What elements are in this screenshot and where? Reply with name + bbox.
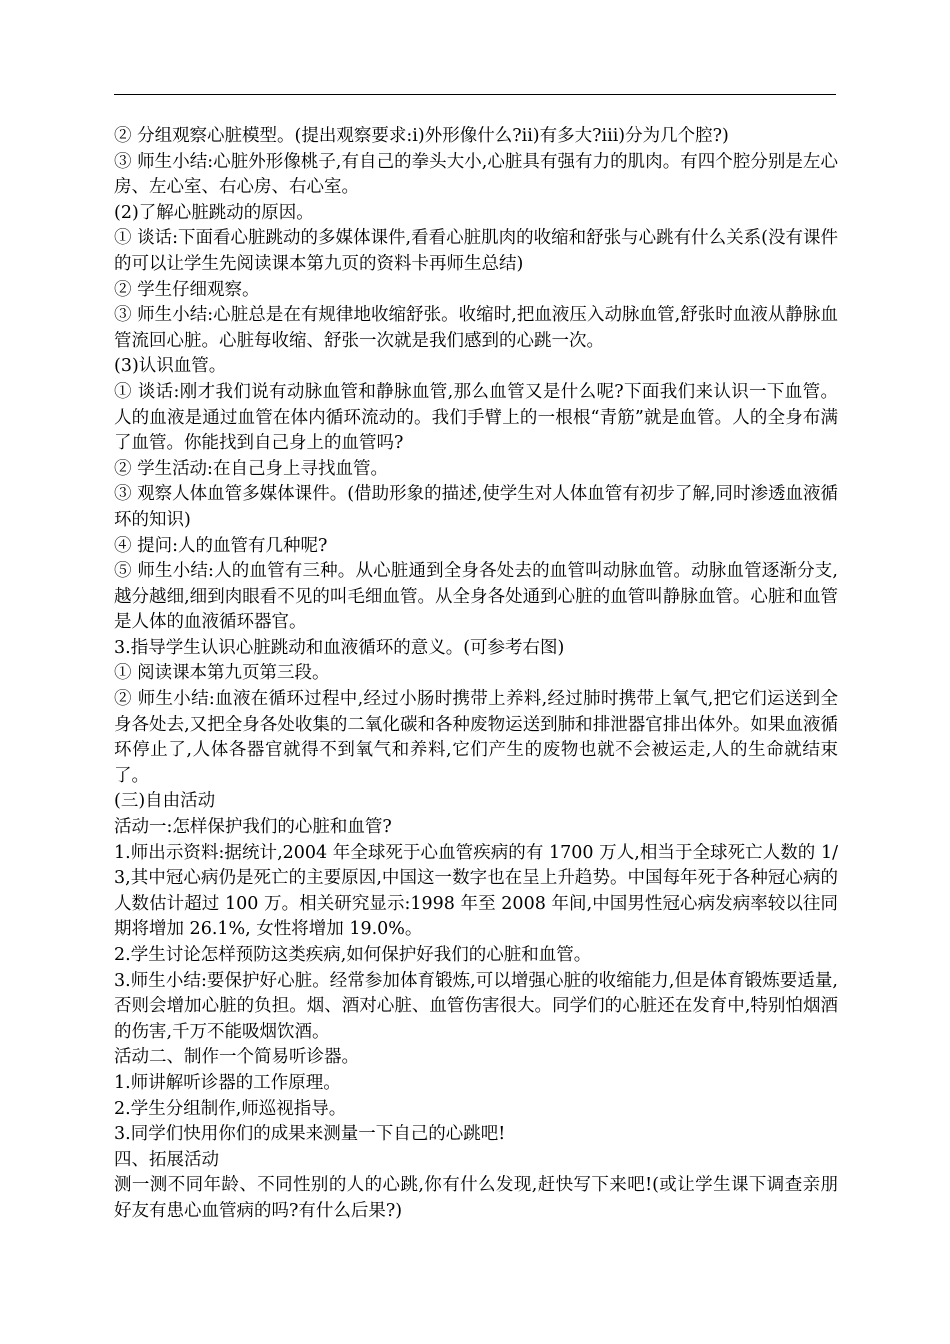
paragraph: ⑤ 师生小结:人的血管有三种。从心脏通到全身各处去的血管叫动脉血管。动脉血管逐渐分支,越分越细,细到肉眼看不见的叫毛细血管。从全身各处通到心脏的血管叫静脉血管。心脏和血管是人体的血液循环器官。 — [114, 561, 838, 633]
paragraph: (三)自由活动 — [114, 791, 216, 812]
paragraph: 2.学生讨论怎样预防这类疾病,如何保护好我们的心脏和血管。 — [114, 945, 592, 965]
paragraph: ② 学生仔细观察。 — [114, 279, 260, 300]
paragraph: 3.师生小结:要保护好心脏。经常参加体育锻炼,可以增强心脏的收缩能力,但是体育锻炼要适量,否则会增加心脏的负担。烟、酒对心脏、血管伤害很大。同学们的心脏还在发育中,特别怕烟酒的伤害,千万不能吸烟饮酒。 — [114, 970, 838, 1042]
paragraph: ① 阅读课本第九页第三段。 — [114, 663, 330, 684]
paragraph: ① 谈话:下面看心脏跳动的多媒体课件,看看心脏肌肉的收缩和舒张与心跳有什么关系(没有课件的可以让学生先阅读课本第九页的资料卡再师生总结) — [114, 228, 838, 274]
header-rule — [114, 94, 836, 95]
paragraph: ② 分组观察心脏模型。(提出观察要求:i)外形像什么?ii)有多大?iii)分为几个腔?) — [114, 126, 729, 146]
paragraph: ② 师生小结:血液在循环过程中,经过小肠时携带上养料,经过肺时携带上氧气,把它们运送到全身各处去,又把全身各处收集的二氧化碳和各种废物运送到肺和排泄器官排出体外。如果血液循环停止了,人体各器官就得不到氧气和养料,它们产生的废物也就不会被运走,人的生命就结束了。 — [114, 689, 838, 786]
paragraph: ④ 提问:人的血管有几种呢? — [114, 535, 328, 556]
paragraph: (3)认识血管。 — [114, 356, 227, 377]
paragraph: 测一测不同年龄、不同性别的人的心跳,你有什么发现,赶快写下来吧!(或让学生课下调查亲朋好友有患心血管病的吗?有什么后果?) — [114, 1175, 838, 1221]
paragraph: 四、拓展活动 — [114, 1149, 219, 1170]
paragraph: ③ 师生小结:心脏总是在有规律地收缩舒张。收缩时,把血液压入动脉血管,舒张时血液从静脉血管流回心脏。心脏每收缩、舒张一次就是我们感到的心跳一次。 — [114, 305, 838, 351]
paragraph: ③ 观察人体血管多媒体课件。(借助形象的描述,使学生对人体血管有初步了解,同时渗透血液循环的知识) — [114, 484, 838, 530]
paragraph: 3.指导学生认识心脏跳动和血液循环的意义。(可参考右图) — [114, 637, 565, 658]
paragraph: ③ 师生小结:心脏外形像桃子,有自己的拳头大小,心脏具有强有力的肌肉。有四个腔分别是左心房、左心室、右心房、右心室。 — [114, 151, 838, 198]
paragraph: 活动二、制作一个简易听诊器。 — [114, 1047, 359, 1068]
paragraph: 2.学生分组制作,师巡视指导。 — [114, 1098, 347, 1119]
paragraph: ② 学生活动:在自己身上寻找血管。 — [114, 458, 388, 479]
paragraph: 1.师出示资料:据统计,2004 年全球死于心血管疾病的有 1700 万人,相当于全球死亡人数的 1/3,其中冠心病仍是死亡的主要原因,中国这一数字也在呈上升趋势。中国每年死于各种冠心病的人数估计超过 100 万。相关研究显示:1998 年至 2008 年间,中国男性冠心病发病率较以往同期将增加 26.1%, 女性将增加 19.0%。 — [114, 842, 838, 940]
paragraph: (2)了解心脏跳动的原因。 — [114, 202, 314, 223]
document-body — [114, 124, 838, 1225]
paragraph: 3.同学们快用你们的成果来测量一下自己的心跳吧! — [114, 1124, 506, 1145]
paragraph: ① 谈话:刚才我们说有动脉血管和静脉血管,那么血管又是什么呢?下面我们来认识一下血管。人的血液是通过血管在体内循环流动的。我们手臂上的一根根“青筋”就是血管。人的全身布满了血管。你能找到自己身上的血管吗? — [114, 381, 838, 454]
paragraph: 1.师讲解听诊器的工作原理。 — [114, 1072, 341, 1093]
paragraph: 活动一:怎样保护我们的心脏和血管? — [114, 817, 392, 838]
